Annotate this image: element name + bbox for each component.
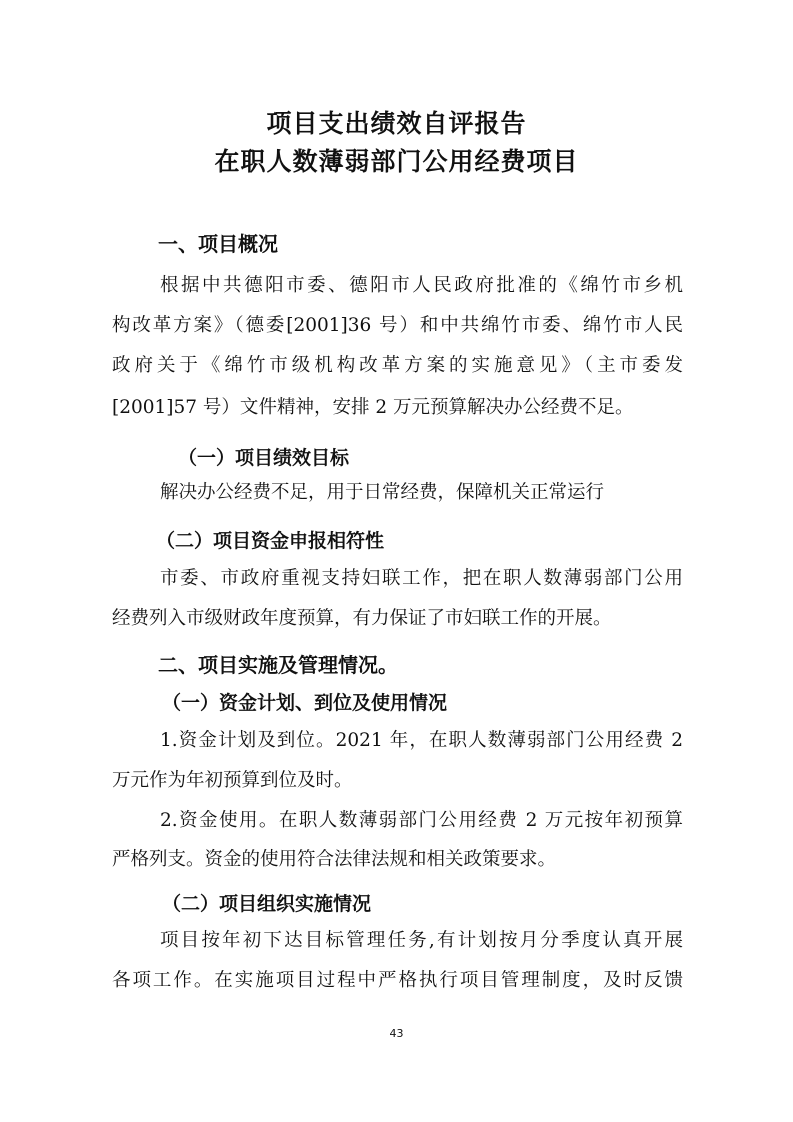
subsection-2-1-heading: （一）资金计划、到位及使用情况 xyxy=(162,692,448,714)
paragraph-line: 政府关于《绵竹市级机构改革方案的实施意见》（主市委发 xyxy=(112,355,683,376)
paragraph-line: 各项工作。在实施项目过程中严格执行项目管理制度，及时反馈 xyxy=(112,970,683,991)
paragraph-line: 经费列入市级财政年度预算，有力保证了市妇联工作的开展。 xyxy=(112,608,612,629)
paragraph-line: 项目按年初下达目标管理任务,有计划按月分季度认真开展 xyxy=(160,930,683,951)
paragraph-line: [2001]57 号）文件精神，安排 2 万元预算解决办公经费不足。 xyxy=(112,397,634,418)
paragraph-line: 严格列支。资金的使用符合法律法规和相关政策要求。 xyxy=(112,849,557,870)
paragraph-line: 构改革方案》（德委[2001]36 号）和中共绵竹市委、绵竹市人民 xyxy=(112,315,683,336)
paragraph-line: 市委、市政府重视支持妇联工作，把在职人数薄弱部门公用 xyxy=(160,568,683,589)
paragraph-line: 2.资金使用。在职人数薄弱部门公用经费 2 万元按年初预算 xyxy=(160,810,683,831)
report-title: 项目支出绩效自评报告 xyxy=(266,109,527,138)
subsection-1-2-heading: （二）项目资金申报相符性 xyxy=(156,530,385,552)
paragraph-line: 1.资金计划及到位。2021 年，在职人数薄弱部门公用经费 2 xyxy=(160,730,683,751)
subsection-2-2-heading: （二）项目组织实施情况 xyxy=(162,893,372,915)
project-title: 在职人数薄弱部门公用经费项目 xyxy=(214,147,579,176)
page-number: 43 xyxy=(389,1027,404,1040)
paragraph-line: 根据中共德阳市委、德阳市人民政府批准的《绵竹市乡机 xyxy=(160,275,683,296)
paragraph-line: 万元作为年初预算到位及时。 xyxy=(112,770,353,791)
section-2-heading: 二、项目实施及管理情况。 xyxy=(158,653,398,677)
paragraph-line: 解决办公经费不足，用于日常经费，保障机关正常运行 xyxy=(160,482,605,503)
subsection-1-1-heading: （一）项目绩效目标 xyxy=(178,447,350,469)
section-1-heading: 一、项目概况 xyxy=(158,232,278,256)
